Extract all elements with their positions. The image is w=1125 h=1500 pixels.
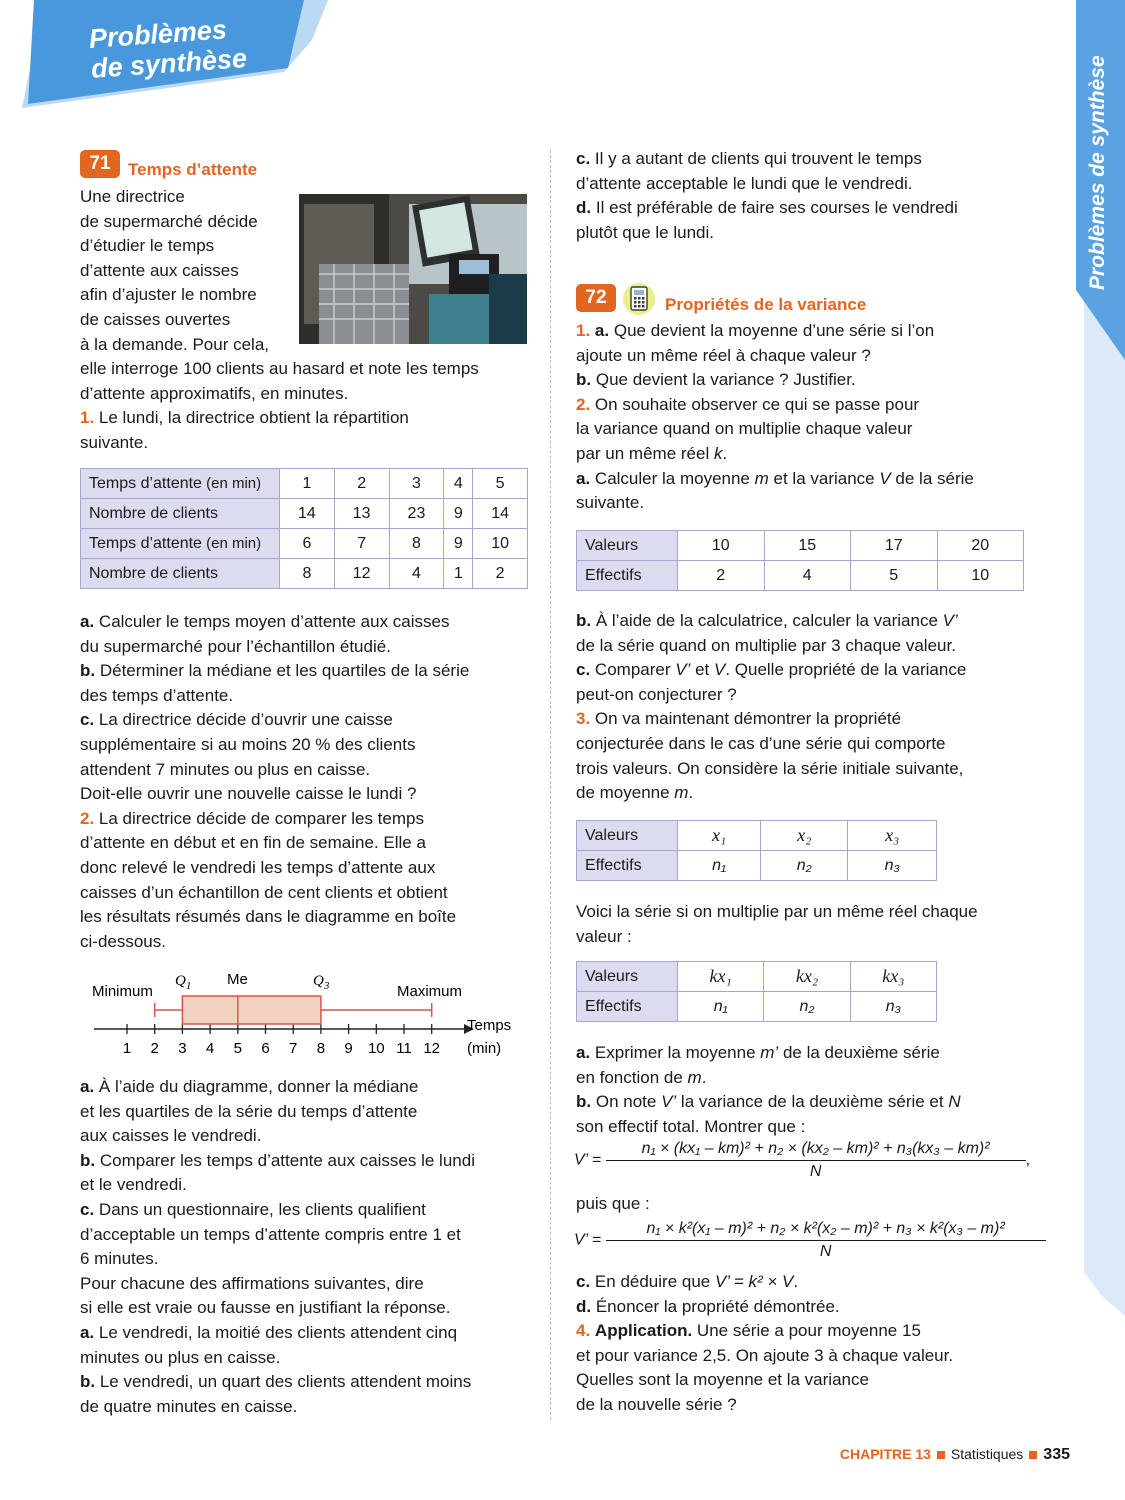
exercise-number-72: 72 (576, 284, 616, 312)
ex72-part1-2: 1. a. Que devient la moyenne d’une série si l’on ajoute un même réel à chaque valeur ? b. Que devient la variance ? Justifier. 2. On souhaite observer ce qui se passe pour la variance quand on multiplie chaque valeur par un même réel k. a. Calculer la moyenne m et la variance V de la série suivante. (576, 321, 974, 513)
table-cell: 17 (851, 531, 938, 561)
table-cell: 20 (937, 531, 1024, 561)
table-cell: 14 (280, 499, 335, 529)
label-q1: $Q_1$ (175, 973, 192, 992)
ex72-mid-text: Voici la série si on multiplie par un même réel chaque valeur : (576, 902, 978, 946)
waiting-time-table: Temps d’attente (en min) 1 2 3 4 5 Nombre de clients 14 13 23 9 14 Temps d’attente (en min) 6 7 8 9 10 Nombre de clients 8 12 4 1 2 (80, 468, 528, 589)
box-plot (80, 960, 540, 1060)
axis-tick-label: 3 (178, 1040, 187, 1057)
table-cell: 13 (334, 499, 389, 529)
table-cell: n₂ (764, 992, 850, 1022)
table-cell: 4 (764, 561, 851, 591)
table-cell: 3 (389, 469, 444, 499)
q-number: 1. (80, 408, 95, 428)
ex72-part3ab: a. Exprimer la moyenne m’ de la deuxième série en fonction de m. b. On note V’ la variance de la deuxième série et N son effectif total. Montrer que : (576, 1043, 961, 1136)
table-cell: 1 (444, 559, 473, 589)
table-cell: 14 (473, 499, 528, 529)
q-number: 2. (80, 808, 95, 828)
column-divider (550, 150, 551, 1420)
table-cell: 2 (334, 469, 389, 499)
table-cell: 2 (678, 561, 765, 591)
page-footer (840, 1446, 1070, 1464)
table-cell: n₃ (850, 992, 936, 1022)
table-cell: 15 (764, 531, 851, 561)
axis-tick-label: 12 (423, 1040, 441, 1057)
table-cell: 4 (389, 559, 444, 589)
cashier-photo (299, 194, 527, 344)
axis-tick-label: 4 (205, 1040, 215, 1057)
q-number: 4. (576, 1321, 591, 1341)
table-cell: 1 (280, 469, 335, 499)
side-tab-label: Problèmes de synthèse (1086, 55, 1109, 290)
values-table-1: Valeurs 10 15 17 20 Effectifs 2 4 5 10 (576, 530, 1024, 591)
label-median: Me (227, 971, 248, 988)
axis-tick-label: 11 (396, 1040, 412, 1057)
chapter-title: Statistiques (950, 1446, 1024, 1462)
ex71-statements-cont: c. Il y a autant de clients qui trouvent le temps d’attente acceptable le lundi que le vendredi. d. Il est préférable de faire ses courses le vendredi plutôt que le lundi. (576, 149, 958, 242)
axis-unit: (min) (467, 1040, 502, 1057)
axis-tick-label: 6 (261, 1040, 270, 1057)
axis-tick-label: 7 (289, 1040, 298, 1057)
axis-tick-label: 9 (344, 1040, 353, 1057)
formula-2: V’ = $\frac{\text{n₁ × k²(x₁ – m)² + n₂ × k²(x₂ – m)² + n₃ × k²(x₃ – m)²}}{N}$ (574, 1220, 1046, 1261)
table-cell: 9 (444, 499, 473, 529)
chapter-label: CHAPITRE 13 (839, 1446, 931, 1462)
table-cell: 23 (389, 499, 444, 529)
values-table-3: Valeurs kx₁ kx₂ kx₃ Effectifs n₁ n₂ n₃ (576, 961, 937, 1022)
label-minimum: Minimum (92, 983, 153, 1000)
ex71-intro: Une directrice de supermarché décide d’étudier le temps d’attente aux caisses afin d’ajuster le nombre de caisses ouvertes à la demande. Pour cela, (80, 187, 270, 354)
formula-1: V’ = $\frac{\text{n₁ × (kx₁ – km)² + n₂ × (kx₂ – km)² + n₃(kx₃ – km)²}}{N}$ , (574, 1140, 1031, 1180)
table-cell: 10 (473, 529, 528, 559)
table-cell: kx₂ (764, 962, 850, 992)
q-number: 2. (576, 394, 591, 414)
label-q3: $Q_3$ (313, 973, 330, 992)
table-cell: 7 (334, 529, 389, 559)
axis-tick-label: 8 (316, 1040, 326, 1057)
table-cell: kx₃ (850, 962, 936, 992)
table-cell: n₃ (848, 851, 937, 881)
table-cell: 12 (334, 559, 389, 589)
bullet-square-icon (937, 1451, 945, 1459)
table-cell: n₁ (678, 851, 761, 881)
table-cell: 10 (678, 531, 765, 561)
exercise-title-71: Temps d’attente (128, 160, 258, 179)
table-cell: 2 (473, 559, 528, 589)
exercise-title-72: Propriétés de la variance (665, 295, 867, 314)
ex72-part2-3: b. À l’aide de la calculatrice, calculer la variance V’ de la série quand on multiplie par 3 chaque valeur. c. Comparer V’ et V. Quelle propriété de la variance peut-on conjecturer ? 3. On va maintenant démontrer la propriété conjecturée dans le cas d’une série qui comporte trois valeurs. On considère la série initiale suivante, de moyenne m. (576, 611, 967, 803)
table-cell: 8 (280, 559, 335, 589)
table-cell: n₂ (761, 851, 848, 881)
axis-tick-label: 5 (233, 1040, 242, 1057)
q-number: 3. (576, 709, 591, 729)
bullet-square-icon (1029, 1451, 1037, 1459)
table-cell: 5 (473, 469, 528, 499)
calculator-icon (622, 282, 656, 316)
table-cell: 5 (851, 561, 938, 591)
page-number: 335 (1043, 1446, 1070, 1463)
box-q1-q3 (182, 996, 321, 1024)
axis-tick-label: 10 (367, 1040, 385, 1057)
table-cell: x₃ (848, 821, 937, 851)
table-cell: 4 (444, 469, 473, 499)
label-maximum: Maximum (397, 983, 463, 1000)
axis-tick-label: 1 (122, 1040, 132, 1057)
table-cell: 8 (389, 529, 444, 559)
axis-tick-label: 2 (150, 1040, 159, 1057)
table-cell: 6 (280, 529, 335, 559)
table-cell: x₁ (678, 821, 761, 851)
ex71-part2-questions: a. À l’aide du diagramme, donner la médiane et les quartiles de la série du temps d’attente aux caisses le vendredi. b. Comparer les temps d’attente aux caisses le lundi et le vendredi. c. Dans un questionnaire, les clients qualifient d’acceptable un temps d’attente compris entre 1 et 6 minutes. Pour chacune des affirmations suivantes, dire si elle est vraie ou fausse en justifiant la réponse. a. Le vendredi, la moitié des clients attendent cinq minutes ou plus en caisse. b. Le vendredi, un quart des clients attendent moins de quatre minutes en caisse. (80, 1077, 475, 1416)
exercise-number-71: 71 (80, 150, 120, 178)
table-cell: kx₁ (678, 962, 764, 992)
axis-label: Temps (467, 1017, 512, 1034)
table-cell: 10 (937, 561, 1024, 591)
values-table-2: Valeurs x₁ x₂ x₃ Effectifs n₁ n₂ n₃ (576, 820, 937, 881)
ex72-part3cd-4: c. En déduire que V’ = k² × V. d. Énoncer la propriété démontrée. 4. Application. Une série a pour moyenne 15 et pour variance 2,5. On ajoute 3 à chaque valeur. Quelles sont la moyenne et la variance de la nouvelle série ? (576, 1272, 954, 1414)
ex71-part1-questions: a. Calculer le temps moyen d’attente aux caisses du supermarché pour l’échantillon étudié. b. Déterminer la médiane et les quartiles de la série des temps d’attente. c. La directrice décide d’ouvrir une caisse supplémentaire si au moins 20 % des clients attendent 7 minutes ou plus en caisse. Doit-elle ouvrir une nouvelle caisse le lundi ? 2. La directrice décide de comparer les temps d’attente en début et en fin de semaine. Elle a donc relevé le vendredi les temps d’attente aux caisses d’un échantillon de cent clients et obtient les résultats résumés dans le diagramme en boîte ci-dessous. (80, 612, 470, 951)
table-cell: n₁ (678, 992, 764, 1022)
puis-que: puis que : (576, 1194, 650, 1213)
table-cell: 9 (444, 529, 473, 559)
ex71-intro-cont: elle interroge 100 clients au hasard et note les temps d’attente approximatifs, en minutes. 1. Le lundi, la directrice obtient la répartition suivante. (80, 359, 479, 452)
q-number: 1. (576, 321, 591, 340)
page-title: Problèmes de synthèse (88, 14, 248, 84)
table-cell: x₂ (761, 821, 848, 851)
